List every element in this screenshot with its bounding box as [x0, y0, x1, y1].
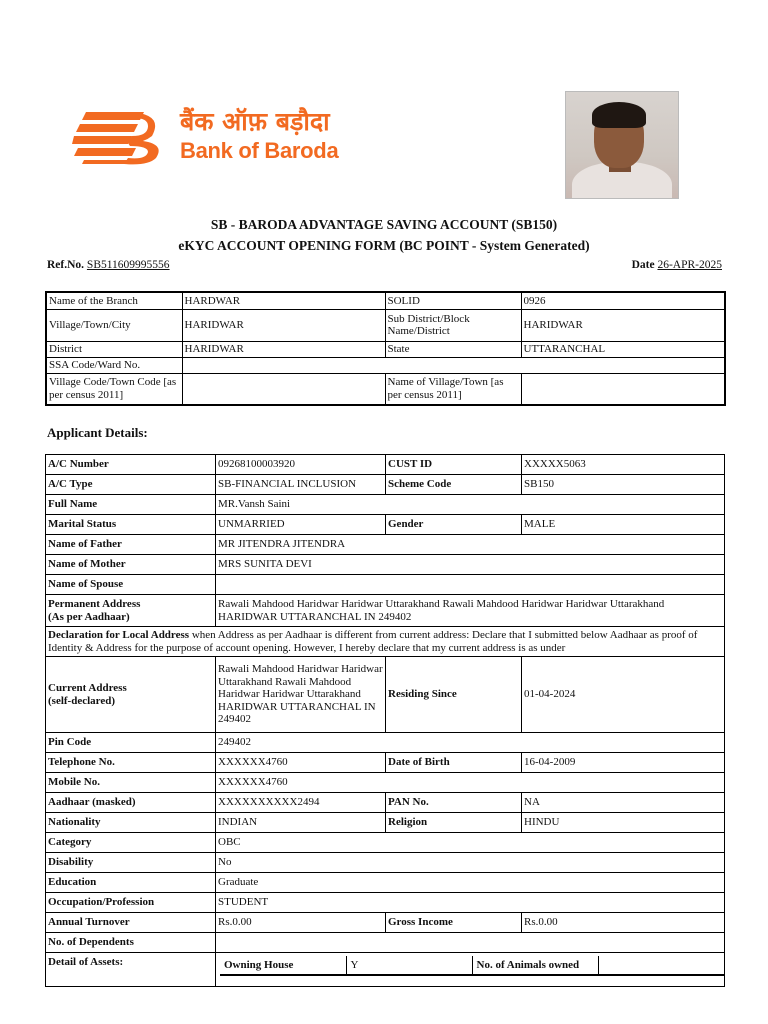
table-row: Detail of Assets: Owning House Y No. of Animals owned	[46, 953, 725, 987]
table-row: District HARIDWAR State UTTARANCHAL	[46, 341, 725, 357]
form-subtitle: eKYC ACCOUNT OPENING FORM (BC POINT - System Generated)	[178, 238, 590, 253]
table-row: Telephone No. XXXXXX4760 Date of Birth 16-04-2009	[46, 753, 725, 773]
assets-table	[220, 956, 724, 976]
table-row	[46, 627, 725, 657]
logo-hindi-text: बैंक ऑफ़ बड़ौदा	[180, 107, 330, 136]
ac-number: 09268100003920	[216, 455, 386, 475]
branch-table	[45, 291, 726, 406]
logo-english-text: Bank of Baroda	[180, 138, 339, 163]
table-row: Permanent Address (As per Aadhaar) Rawali Mahdood Haridwar Haridwar Uttarakhand Rawali Mahdood Haridwar Haridwar Uttarakhand HARIDWAR UTTARANCHAL IN 249402	[46, 595, 725, 627]
ref-number: Ref.No. SB511609995556	[47, 259, 170, 271]
section-title: Applicant Details:	[47, 425, 148, 440]
local-address-declaration: Declaration for Local Address when Address as per Aadhaar is different from current address: Declare that I submitted below Aadhaar as proof of Identity & Address for the purpose of account opening. However, I hereby declare that my current address is as under	[46, 627, 725, 657]
table-row: Category OBC	[46, 833, 725, 853]
table-row: A/C Number 09268100003920 CUST ID XXXXX5063	[46, 455, 725, 475]
table-row: Name of Father MR JITENDRA JITENDRA	[46, 535, 725, 555]
table-row: Village Code/Town Code [as per census 2011] Name of Village/Town [as per census 2011]	[46, 373, 725, 405]
bob-emblem-icon	[72, 110, 168, 166]
table-row: Occupation/Profession STUDENT	[46, 893, 725, 913]
applicant-table	[45, 454, 725, 987]
branch-name: HARDWAR	[182, 292, 385, 309]
table-row: Name of the Branch HARDWAR SOLID 0926	[46, 292, 725, 309]
table-row: Village/Town/City HARIDWAR Sub District/Block Name/District HARIDWAR	[46, 309, 725, 341]
table-row: Owning House Y No. of Animals owned	[220, 956, 724, 975]
table-row: Full Name MR.Vansh Saini	[46, 495, 725, 515]
permanent-address: Rawali Mahdood Haridwar Haridwar Uttarakhand Rawali Mahdood Haridwar Haridwar Uttarakhand HARIDWAR UTTARANCHAL IN 249402	[216, 595, 725, 627]
table-row: Disability No	[46, 853, 725, 873]
full-name: MR.Vansh Saini	[216, 495, 725, 515]
table-row: Name of Mother MRS SUNITA DEVI	[46, 555, 725, 575]
applicant-photo	[565, 91, 679, 199]
table-row: A/C Type SB-FINANCIAL INCLUSION Scheme Code SB150	[46, 475, 725, 495]
table-row: Marital Status UNMARRIED Gender MALE	[46, 515, 725, 535]
current-address: Rawali Mahdood Haridwar Haridwar Uttarakhand Rawali Mahdood Haridwar Haridwar Uttarakhand HARIDWAR UTTARANCHAL IN 249402	[216, 657, 386, 733]
table-row: SSA Code/Ward No.	[46, 357, 725, 373]
form-date: Date 26-APR-2025	[631, 259, 722, 271]
table-row: Education Graduate	[46, 873, 725, 893]
table-row: Name of Spouse	[46, 575, 725, 595]
table-row: Aadhaar (masked) XXXXXXXXXX2494 PAN No. NA	[46, 793, 725, 813]
table-row: Annual Turnover Rs.0.00 Gross Income Rs.0.00	[46, 913, 725, 933]
bank-logo	[72, 107, 392, 166]
table-row: Nationality INDIAN Religion HINDU	[46, 813, 725, 833]
assets-cell	[216, 953, 725, 987]
table-row: No. of Dependents	[46, 933, 725, 953]
table-row: Pin Code 249402	[46, 733, 725, 753]
cust-id: XXXXX5063	[522, 455, 725, 475]
form-title: SB - BARODA ADVANTAGE SAVING ACCOUNT (SB150)	[210, 217, 558, 232]
table-row: Current Address (self-declared) Rawali Mahdood Haridwar Haridwar Uttarakhand Rawali Mahdood Haridwar Haridwar Uttarakhand HARIDWAR UTTARANCHAL IN 249402 Residing Since 01-04-2024	[46, 657, 725, 733]
table-row: Mobile No. XXXXXX4760	[46, 773, 725, 793]
solid-value: 0926	[521, 292, 725, 309]
